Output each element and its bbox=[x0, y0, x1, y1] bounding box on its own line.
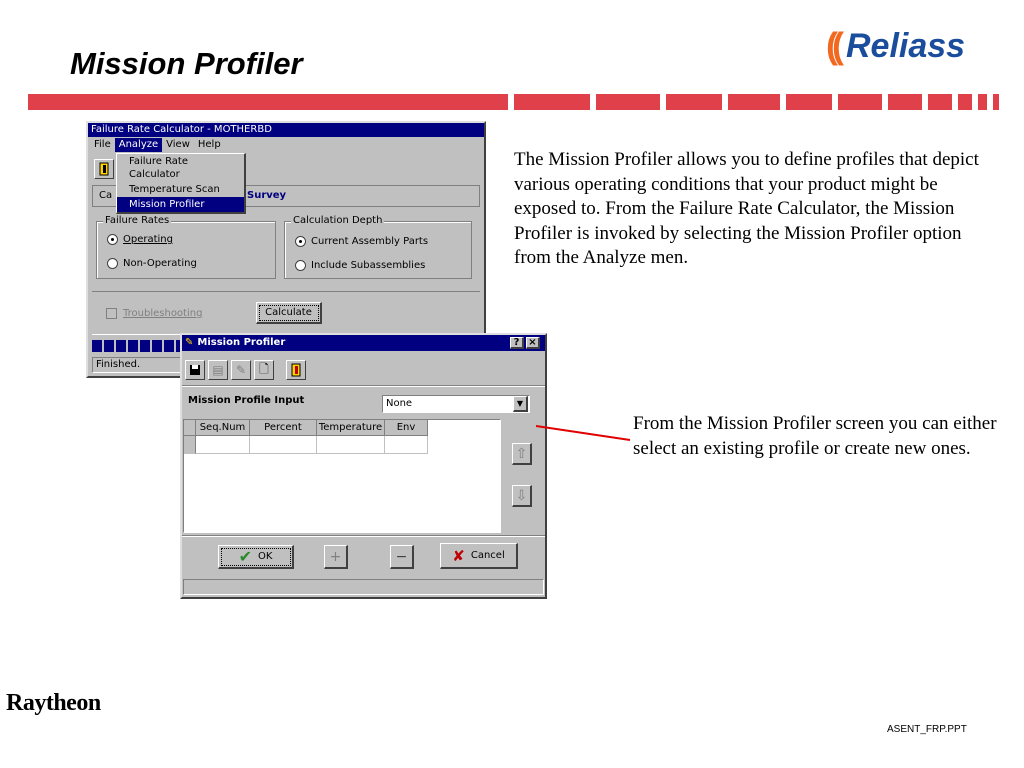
cell-temperature[interactable] bbox=[317, 436, 385, 454]
cancel-label: Cancel bbox=[470, 550, 505, 561]
radio-operating[interactable]: Operating bbox=[107, 234, 173, 245]
raytheon-logo: Raytheon bbox=[6, 690, 101, 716]
radio-current-assembly[interactable]: Current Assembly Parts bbox=[295, 236, 428, 247]
add-button[interactable]: + bbox=[324, 545, 348, 569]
menu-view[interactable]: View bbox=[166, 139, 190, 150]
tab-partial[interactable]: Ca bbox=[99, 190, 113, 201]
row-selector[interactable] bbox=[184, 436, 196, 454]
cell-env[interactable] bbox=[385, 436, 428, 454]
mission-profiler-window bbox=[180, 333, 547, 599]
menu-item-mission-profiler[interactable]: Mission Profiler bbox=[117, 197, 244, 212]
troubleshooting-checkbox[interactable]: Troubleshooting bbox=[106, 308, 202, 319]
exit-door-icon[interactable] bbox=[94, 159, 114, 179]
cancel-button[interactable] bbox=[440, 543, 518, 569]
calc-menubar bbox=[88, 137, 484, 153]
failure-rates-label: Failure Rates bbox=[105, 215, 170, 226]
save-icon[interactable] bbox=[185, 360, 205, 380]
checkmark-icon: ✔ bbox=[238, 547, 252, 566]
profile-select-value: None bbox=[386, 398, 413, 409]
col-env[interactable]: Env bbox=[385, 420, 428, 436]
logo-text: Reliass bbox=[845, 26, 966, 65]
help-button[interactable]: ? bbox=[510, 337, 524, 349]
copy-icon[interactable]: ▤ bbox=[208, 360, 228, 380]
profiler-title-icon: ✎ bbox=[185, 337, 194, 348]
radio-current-indicator bbox=[295, 236, 306, 247]
menu-help[interactable]: Help bbox=[197, 139, 221, 150]
profiler-title-text: Mission Profiler bbox=[197, 337, 286, 348]
cancel-x-icon: ✘ bbox=[452, 546, 465, 565]
radio-non-operating[interactable]: Non-Operating bbox=[107, 258, 197, 269]
mission-profile-input-label: Mission Profile Input bbox=[188, 395, 305, 406]
grid-corner bbox=[184, 420, 196, 436]
col-seq-num[interactable]: Seq.Num bbox=[196, 420, 250, 436]
failure-rates-group bbox=[96, 215, 276, 279]
edit-icon[interactable]: ✎ bbox=[231, 360, 251, 380]
menu-file[interactable]: File bbox=[94, 139, 111, 150]
ok-label: OK bbox=[257, 551, 273, 562]
close-button[interactable]: × bbox=[526, 337, 540, 349]
profiler-status-bar bbox=[183, 579, 544, 595]
checkbox-box bbox=[106, 308, 117, 319]
chevron-down-icon[interactable]: ▼ bbox=[513, 396, 528, 412]
calc-depth-group bbox=[284, 215, 472, 279]
radio-non-operating-indicator bbox=[107, 258, 118, 269]
status-text: Finished. bbox=[96, 359, 141, 370]
slide-title: Mission Profiler bbox=[70, 46, 303, 81]
remove-button[interactable]: − bbox=[390, 545, 414, 569]
profiler-titlebar bbox=[182, 335, 545, 351]
move-down-icon[interactable]: ⇩ bbox=[512, 485, 532, 507]
calc-depth-label: Calculation Depth bbox=[293, 215, 383, 226]
move-up-icon[interactable]: ⇧ bbox=[512, 443, 532, 465]
description-paragraph-2: From the Mission Profiler screen you can either select an existing profile or create new ones. bbox=[633, 413, 997, 459]
ok-button[interactable] bbox=[218, 545, 294, 569]
calculate-button[interactable]: Calculate bbox=[256, 302, 322, 324]
col-temperature[interactable]: Temperature bbox=[317, 420, 385, 436]
description-paragraph-1: The Mission Profiler allows you to define profiles that depict various operating conditions that your product might be exposed to. From the Failure Rate Calculator, the Mission Profiler is invoked by selecting the Mission Profiler option from the Analyze men. bbox=[514, 149, 979, 268]
logo-arcs-icon: (( bbox=[826, 25, 838, 66]
menu-item-temperature-scan[interactable]: Temperature Scan bbox=[129, 184, 220, 195]
analyze-dropdown bbox=[116, 153, 246, 214]
tab-survey[interactable]: Survey bbox=[247, 190, 287, 201]
callout-line bbox=[536, 420, 632, 444]
menu-analyze[interactable]: Analyze bbox=[115, 138, 162, 152]
new-document-icon[interactable]: 🗋 bbox=[254, 360, 274, 380]
exit-door-icon[interactable] bbox=[286, 360, 306, 380]
col-percent[interactable]: Percent bbox=[250, 420, 317, 436]
footer-filename: ASENT_FRP.PPT bbox=[887, 724, 967, 735]
profile-grid bbox=[183, 419, 501, 533]
menu-item-failure-rate-calculator[interactable]: Failure Rate Calculator bbox=[129, 156, 189, 180]
radio-include-indicator bbox=[295, 260, 306, 271]
profile-select[interactable] bbox=[382, 395, 530, 413]
reliass-logo bbox=[826, 24, 965, 68]
radio-include-subassemblies[interactable]: Include Subassemblies bbox=[295, 260, 425, 271]
calc-titlebar: Failure Rate Calculator - MOTHERBD bbox=[88, 123, 484, 137]
cell-seq-num[interactable] bbox=[196, 436, 250, 454]
radio-operating-indicator bbox=[107, 234, 118, 245]
calc-actions-panel bbox=[92, 291, 480, 335]
cell-percent[interactable] bbox=[250, 436, 317, 454]
status-bar bbox=[92, 357, 182, 373]
